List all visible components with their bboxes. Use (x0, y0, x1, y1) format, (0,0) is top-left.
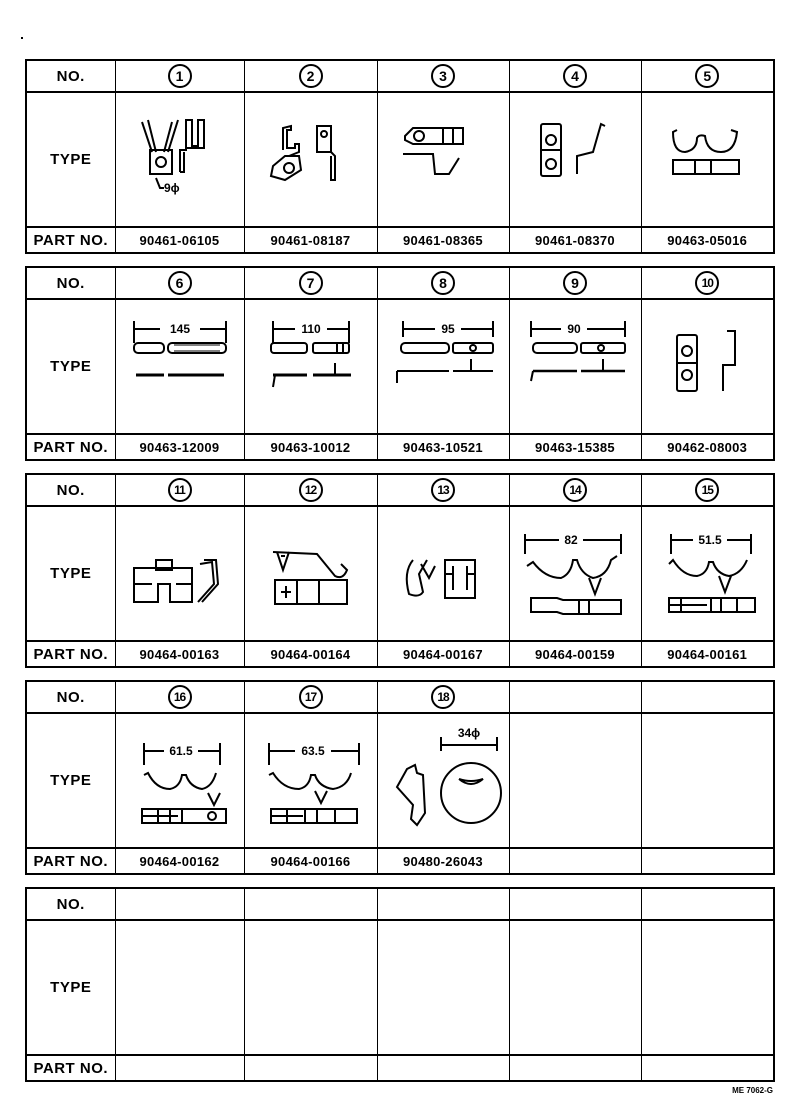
part-number: 90464-00167 (377, 641, 509, 667)
item-number: 6 (168, 271, 192, 295)
item-number: 8 (431, 271, 455, 295)
part-number: 90463-12009 (115, 434, 244, 460)
part-number: 90464-00161 (641, 641, 774, 667)
type-cell (377, 299, 509, 434)
item-number-cell (509, 60, 641, 92)
no-label: NO. (26, 888, 115, 920)
empty-cell (509, 1055, 641, 1081)
part-number: 90464-00163 (115, 641, 244, 667)
part-number: 90464-00159 (509, 641, 641, 667)
type-label: TYPE (26, 299, 115, 434)
spring-clip-icon (383, 514, 503, 634)
empty-cell (115, 888, 244, 920)
empty-cell (377, 1055, 509, 1081)
empty-cell (509, 888, 641, 920)
part-number: 90461-06105 (115, 227, 244, 253)
item-number-cell (115, 474, 244, 506)
wave-clip-icon (647, 100, 767, 220)
empty-cell (509, 848, 641, 874)
part-number: 90464-00164 (244, 641, 377, 667)
item-number: 10 (695, 271, 719, 295)
item-number: 16 (168, 685, 192, 709)
item-number-cell (509, 474, 641, 506)
svg-text:95: 95 (441, 321, 455, 336)
item-number-cell (641, 267, 774, 299)
part-number: 90462-08003 (641, 434, 774, 460)
part-no-label: PART NO. (26, 227, 115, 253)
type-label: TYPE (26, 713, 115, 848)
no-label: NO. (26, 60, 115, 92)
type-label: TYPE (26, 92, 115, 227)
type-label: TYPE (26, 506, 115, 641)
double-clamp-icon (251, 721, 371, 841)
type-cell (115, 713, 244, 848)
double-clamp-icon (647, 514, 767, 634)
empty-cell (641, 920, 774, 1055)
item-number: 13 (431, 478, 455, 502)
svg-text:51.5: 51.5 (698, 532, 722, 547)
empty-cell (115, 1055, 244, 1081)
terminal-double-hole-icon (647, 307, 767, 427)
type-cell (244, 92, 377, 227)
item-number: 12 (299, 478, 323, 502)
item-number-cell (377, 60, 509, 92)
part-number: 90463-10521 (377, 434, 509, 460)
grommet-icon (383, 721, 503, 841)
item-number: 3 (431, 64, 455, 88)
part-number: 90463-15385 (509, 434, 641, 460)
type-label: TYPE (26, 920, 115, 1055)
stray-mark (21, 37, 23, 39)
svg-text:34ϕ: 34ϕ (457, 725, 481, 740)
item-number-cell (115, 60, 244, 92)
terminal-fork-icon (120, 100, 240, 220)
empty-cell (641, 848, 774, 874)
no-label: NO. (26, 681, 115, 713)
empty-cell (244, 920, 377, 1055)
empty-cell (377, 888, 509, 920)
item-number-cell (377, 681, 509, 713)
type-cell (641, 92, 774, 227)
part-number: 90461-08187 (244, 227, 377, 253)
cable-band-icon (251, 307, 371, 427)
item-number: 7 (299, 271, 323, 295)
item-number-cell (377, 267, 509, 299)
double-clamp-icon (515, 514, 635, 634)
item-number-cell (641, 60, 774, 92)
type-cell (509, 92, 641, 227)
item-number-cell (641, 474, 774, 506)
type-cell (377, 506, 509, 641)
empty-cell (509, 713, 641, 848)
item-number: 18 (431, 685, 455, 709)
type-cell (244, 506, 377, 641)
type-cell (641, 299, 774, 434)
part-no-label: PART NO. (26, 641, 115, 667)
part-number: 90464-00162 (115, 848, 244, 874)
empty-cell (641, 888, 774, 920)
svg-text:9ϕ: 9ϕ (163, 180, 180, 195)
part-number: 90480-26043 (377, 848, 509, 874)
item-number: 17 (299, 685, 323, 709)
svg-text:82: 82 (564, 532, 578, 547)
type-cell (509, 299, 641, 434)
empty-cell (641, 681, 774, 713)
terminal-hook-icon (251, 100, 371, 220)
no-label: NO. (26, 474, 115, 506)
double-clamp-icon (120, 721, 240, 841)
cable-band-icon (383, 307, 503, 427)
parts-table-5-empty (25, 887, 775, 1082)
svg-text:110: 110 (300, 321, 321, 336)
type-cell (115, 299, 244, 434)
empty-cell (509, 681, 641, 713)
empty-cell (244, 888, 377, 920)
type-cell (509, 506, 641, 641)
svg-text:145: 145 (169, 321, 190, 336)
terminal-double-hole-icon (515, 100, 635, 220)
parts-table-1 (25, 59, 775, 254)
item-number-cell (244, 681, 377, 713)
type-cell (641, 506, 774, 641)
parts-table-3 (25, 473, 775, 668)
item-number-cell (115, 681, 244, 713)
item-number: 1 (168, 64, 192, 88)
item-number: 15 (695, 478, 719, 502)
empty-cell (641, 713, 774, 848)
svg-text:90: 90 (567, 321, 581, 336)
part-no-label: PART NO. (26, 848, 115, 874)
hook-clip-icon (251, 514, 371, 634)
item-number: 2 (299, 64, 323, 88)
empty-cell (509, 920, 641, 1055)
item-number-cell (115, 267, 244, 299)
part-number: 90464-00166 (244, 848, 377, 874)
item-number: 14 (563, 478, 587, 502)
cable-band-icon (120, 307, 240, 427)
item-number-cell (244, 267, 377, 299)
terminal-offset-icon (383, 100, 503, 220)
bracket-clip-icon (120, 514, 240, 634)
type-cell (377, 713, 509, 848)
item-number: 9 (563, 271, 587, 295)
part-number: 90461-08365 (377, 227, 509, 253)
part-no-label: PART NO. (26, 1055, 115, 1081)
item-number-cell (244, 60, 377, 92)
item-number: 4 (563, 64, 587, 88)
empty-cell (244, 1055, 377, 1081)
cable-band-icon (515, 307, 635, 427)
svg-text:61.5: 61.5 (168, 743, 193, 758)
part-number: 90463-10012 (244, 434, 377, 460)
empty-cell (377, 920, 509, 1055)
empty-cell (115, 920, 244, 1055)
no-label: NO. (26, 267, 115, 299)
type-cell (115, 506, 244, 641)
item-number: 5 (695, 64, 719, 88)
drawing-code: ME 7062-G (732, 1086, 773, 1095)
item-number-cell (509, 267, 641, 299)
type-cell (115, 92, 244, 227)
item-number: 11 (168, 478, 192, 502)
item-number-cell (244, 474, 377, 506)
parts-table-2 (25, 266, 775, 461)
svg-text:63.5: 63.5 (300, 743, 325, 758)
type-cell (377, 92, 509, 227)
empty-cell (641, 1055, 774, 1081)
parts-table-4 (25, 680, 775, 875)
part-no-label: PART NO. (26, 434, 115, 460)
type-cell (244, 299, 377, 434)
part-number: 90461-08370 (509, 227, 641, 253)
part-number: 90463-05016 (641, 227, 774, 253)
item-number-cell (377, 474, 509, 506)
type-cell (244, 713, 377, 848)
